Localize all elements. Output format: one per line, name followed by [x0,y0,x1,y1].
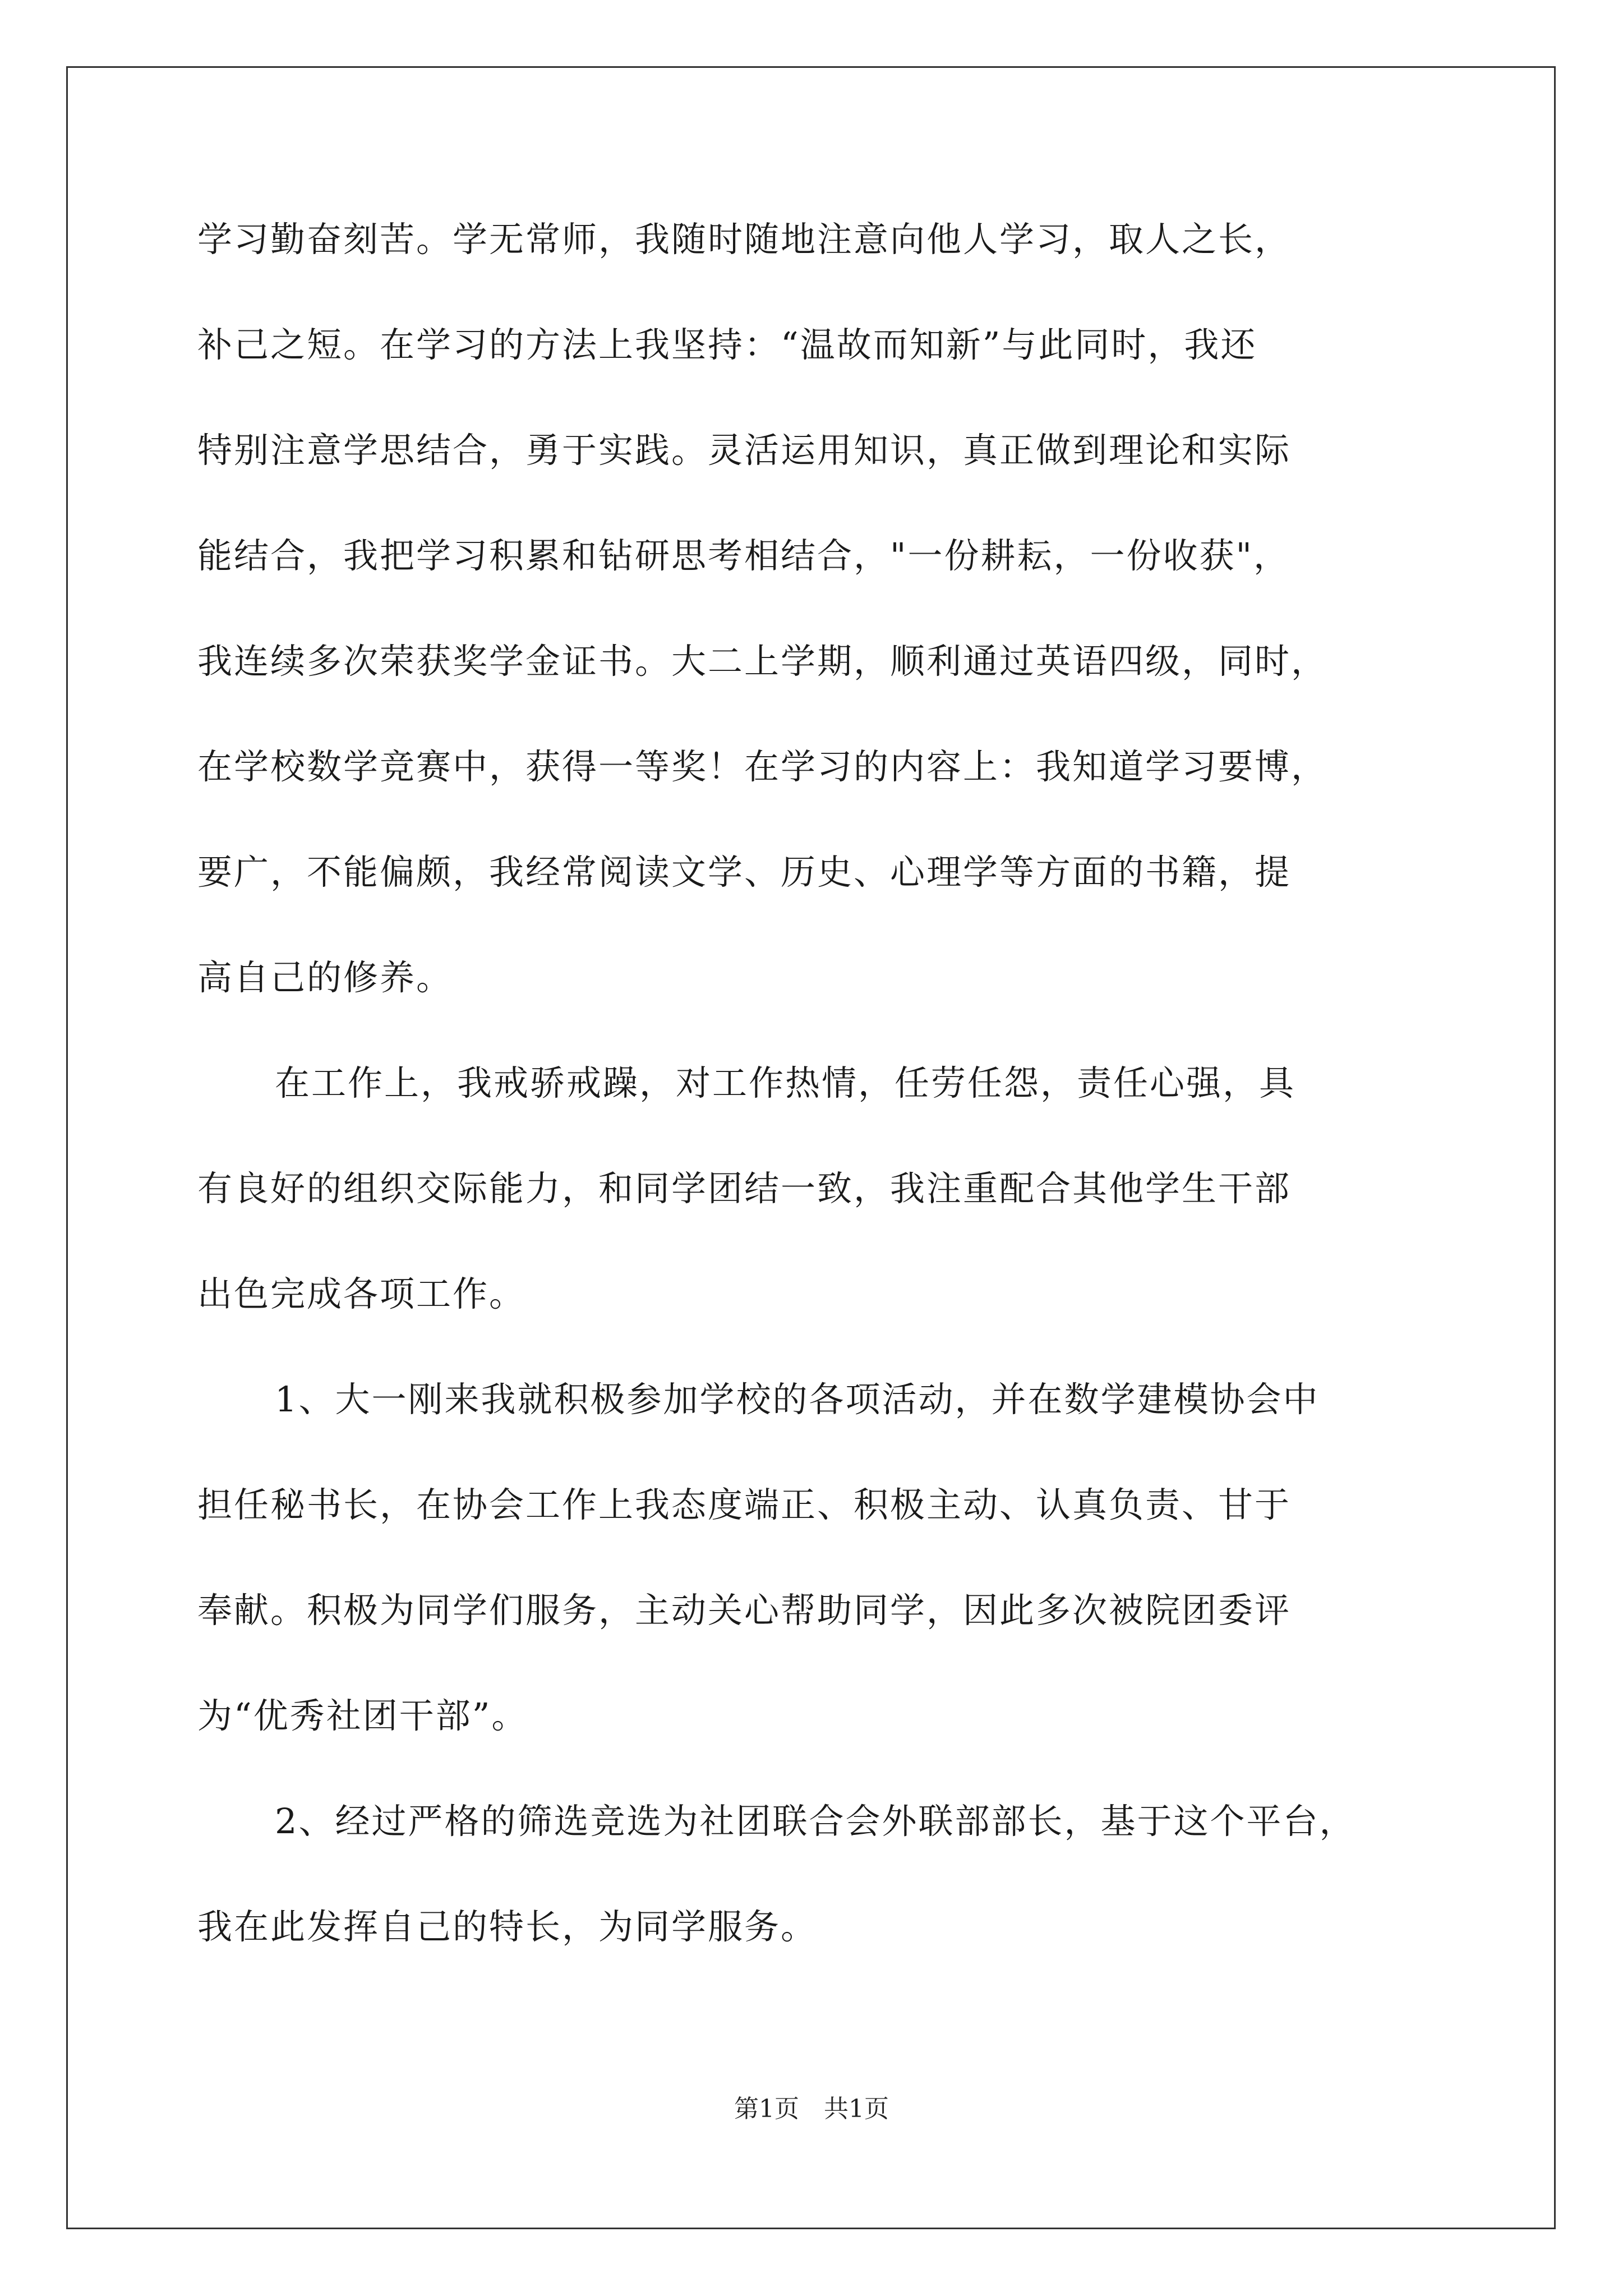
paragraph-1-line-7: 要广，不能偏颇，我经常阅读文学、历史、心理学等方面的书籍，提 [197,852,1292,892]
paragraph-4-line-1: 2、经过严格的筛选竞选为社团联合会外联部部长，基于这个平台， [275,1801,1356,1842]
paragraph-1-line-8: 高自己的修养。 [197,957,453,998]
paragraph-3-line-3: 奉献。积极为同学们服务，主动关心帮助同学，因此多次被院团委评 [197,1590,1292,1631]
paragraph-3-line-1: 1、大一刚来我就积极参加学校的各项活动，并在数学建模协会中 [275,1379,1320,1420]
paragraph-1-line-3: 特别注意学思结合，勇于实践。灵活运用知识，真正做到理论和实际 [197,430,1292,471]
paragraph-3-line-4: 为“优秀社团干部”。 [197,1695,528,1736]
paragraph-1-line-1: 学习勤奋刻苦。学无常师，我随时随地注意向他人学习，取人之长， [197,219,1292,260]
paragraph-1-line-2: 补己之短。在学习的方法上我坚持：“温故而知新”与此同时，我还 [197,324,1257,365]
page-number: 第1页 共1页 [734,2095,889,2123]
paragraph-3-line-2: 担任秘书长，在协会工作上我态度端正、积极主动、认真负责、甘于 [197,1484,1292,1525]
paragraph-4-line-2: 我在此发挥自己的特长，为同学服务。 [197,1906,818,1947]
paragraph-2-line-1: 在工作上，我戒骄戒躁，对工作热情，任劳任怨，责任心强，具 [275,1062,1296,1103]
paragraph-2-line-2: 有良好的组织交际能力，和同学团结一致，我注重配合其他学生干部 [197,1168,1292,1209]
paragraph-1-line-4: 能结合，我把学习积累和钻研思考相结合，"一份耕耘，一份收获"， [197,535,1290,576]
document-body [197,214,1431,2007]
paragraph-1-line-5: 我连续多次荣获奖学金证书。大二上学期，顺利通过英语四级，同时， [197,641,1328,682]
paragraph-1-line-6: 在学校数学竞赛中，获得一等奖！在学习的内容上：我知道学习要博， [197,746,1328,787]
paragraph-2-line-3: 出色完成各项工作。 [197,1273,526,1314]
